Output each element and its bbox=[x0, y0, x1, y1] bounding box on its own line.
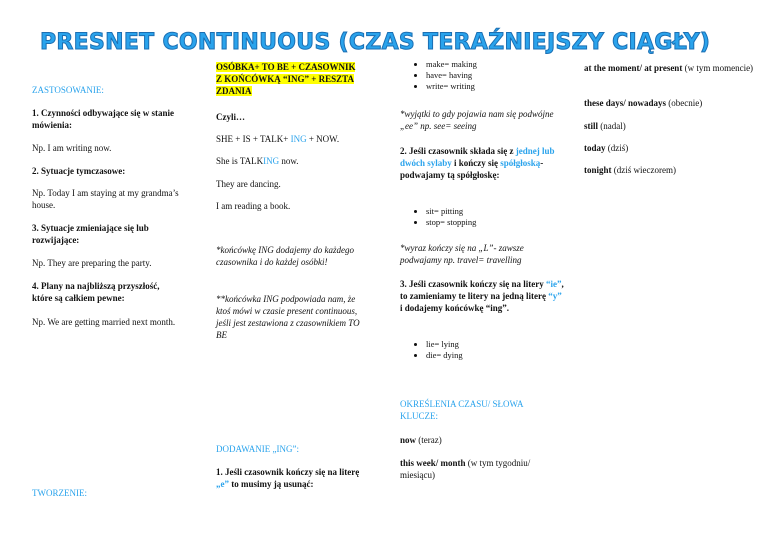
use3-example: Np. They are preparing the party. bbox=[32, 258, 152, 268]
keywords-heading: OKREŚLENIA CZASU/ SŁOWA KLUCZE: bbox=[400, 399, 524, 421]
formula-box: OSÓBKA+ TO BE + CZASOWNIK Z KOŃCÓWKĄ “ING” + RESZTA ZDANIA bbox=[216, 62, 356, 96]
tworzenie-heading: TWORZENIE: bbox=[32, 488, 87, 498]
note-ing-to-be: **końcówka ING podpowiada nam, że ktoś mówi w czasie present continuous, jeśli jest zestawiona z czasownikiem TO BE bbox=[216, 294, 360, 340]
keyword-today: today (dziś) bbox=[584, 143, 629, 153]
formula-example: SHE + IS + TALK+ ING + NOW. bbox=[216, 134, 340, 144]
page-title: PRESNET CONTINUOUS (CZAS TERAŹNIEJSZY CIĄGŁY) bbox=[40, 30, 711, 55]
example-reading: I am reading a book. bbox=[216, 201, 291, 211]
rule1: 1. Jeśli czasownik kończy się na literę „e” to musimy ją usunąć: bbox=[216, 467, 360, 489]
keyword-at-the-moment: at the moment/ at present (w tym momencie) bbox=[584, 63, 754, 73]
use4-title: 4. Plany na najbliższą przyszłość, które są całkiem pewne: bbox=[32, 281, 160, 303]
note-ing-every-verb: *końcówkę ING dodajemy do każdego czasownika i do każdej osóbki! bbox=[216, 245, 354, 267]
list-item: • lie= lying bbox=[426, 339, 565, 350]
use1-title: 1. Czynności odbywające się w stanie mówienia: bbox=[32, 108, 174, 130]
dodawanie-heading: DODAWANIE „ING”: bbox=[216, 444, 300, 454]
example-dancing: They are dancing. bbox=[216, 179, 281, 189]
czyli-label: Czyli… bbox=[216, 112, 245, 122]
keyword-tonight: tonight (dziś wieczorem) bbox=[584, 165, 676, 175]
use2-example: Np. Today I am staying at my grandma’s house. bbox=[32, 188, 179, 210]
use1-example: Np. I am writing now. bbox=[32, 143, 112, 153]
list-item: • die= dying bbox=[426, 350, 565, 361]
list-ie-examples bbox=[400, 339, 565, 361]
note-l-doubling: *wyraz kończy się na „L”- zawsze podwajamy np. travel= travelling bbox=[400, 243, 524, 265]
list-item: • have= having bbox=[426, 70, 565, 81]
list-item: • write= writing bbox=[426, 81, 565, 92]
use4-example: Np. We are getting married next month. bbox=[32, 317, 176, 327]
zastosowanie-heading: ZASTOSOWANIE: bbox=[32, 85, 104, 95]
note-ee-exception: *wyjątki to gdy pojawia nam się podwójne „ee” np. see= seeing bbox=[400, 109, 554, 131]
list-double-consonant bbox=[400, 206, 565, 228]
example-talking: She is TALKING now. bbox=[216, 156, 299, 166]
list-e-examples bbox=[400, 59, 565, 92]
keyword-this-week: this week/ month (w tym tygodniu/ miesiącu) bbox=[400, 458, 531, 480]
keyword-still: still (nadal) bbox=[584, 121, 626, 131]
use2-title: 2. Sytuacje tymczasowe: bbox=[32, 166, 126, 176]
use3-title: 3. Sytuacje zmieniające się lub rozwijające: bbox=[32, 223, 149, 245]
list-item: • sit= pitting bbox=[426, 206, 565, 217]
keyword-now: now (teraz) bbox=[400, 435, 442, 445]
keyword-these-days: these days/ nowadays (obecnie) bbox=[584, 98, 703, 108]
rule2: 2. Jeśli czasownik składa się z jednej lub dwóch sylaby i kończy się spółgłoską- podwajamy tą spółgłoskę: bbox=[400, 146, 555, 180]
list-item: • stop= stopping bbox=[426, 217, 565, 228]
rule3: 3. Jeśli czasownik kończy się na litery “ie”, to zamieniamy te litery na jedną literę “y” i dodajemy końcówkę “ing”. bbox=[400, 279, 564, 313]
list-item: • make= making bbox=[426, 59, 565, 70]
